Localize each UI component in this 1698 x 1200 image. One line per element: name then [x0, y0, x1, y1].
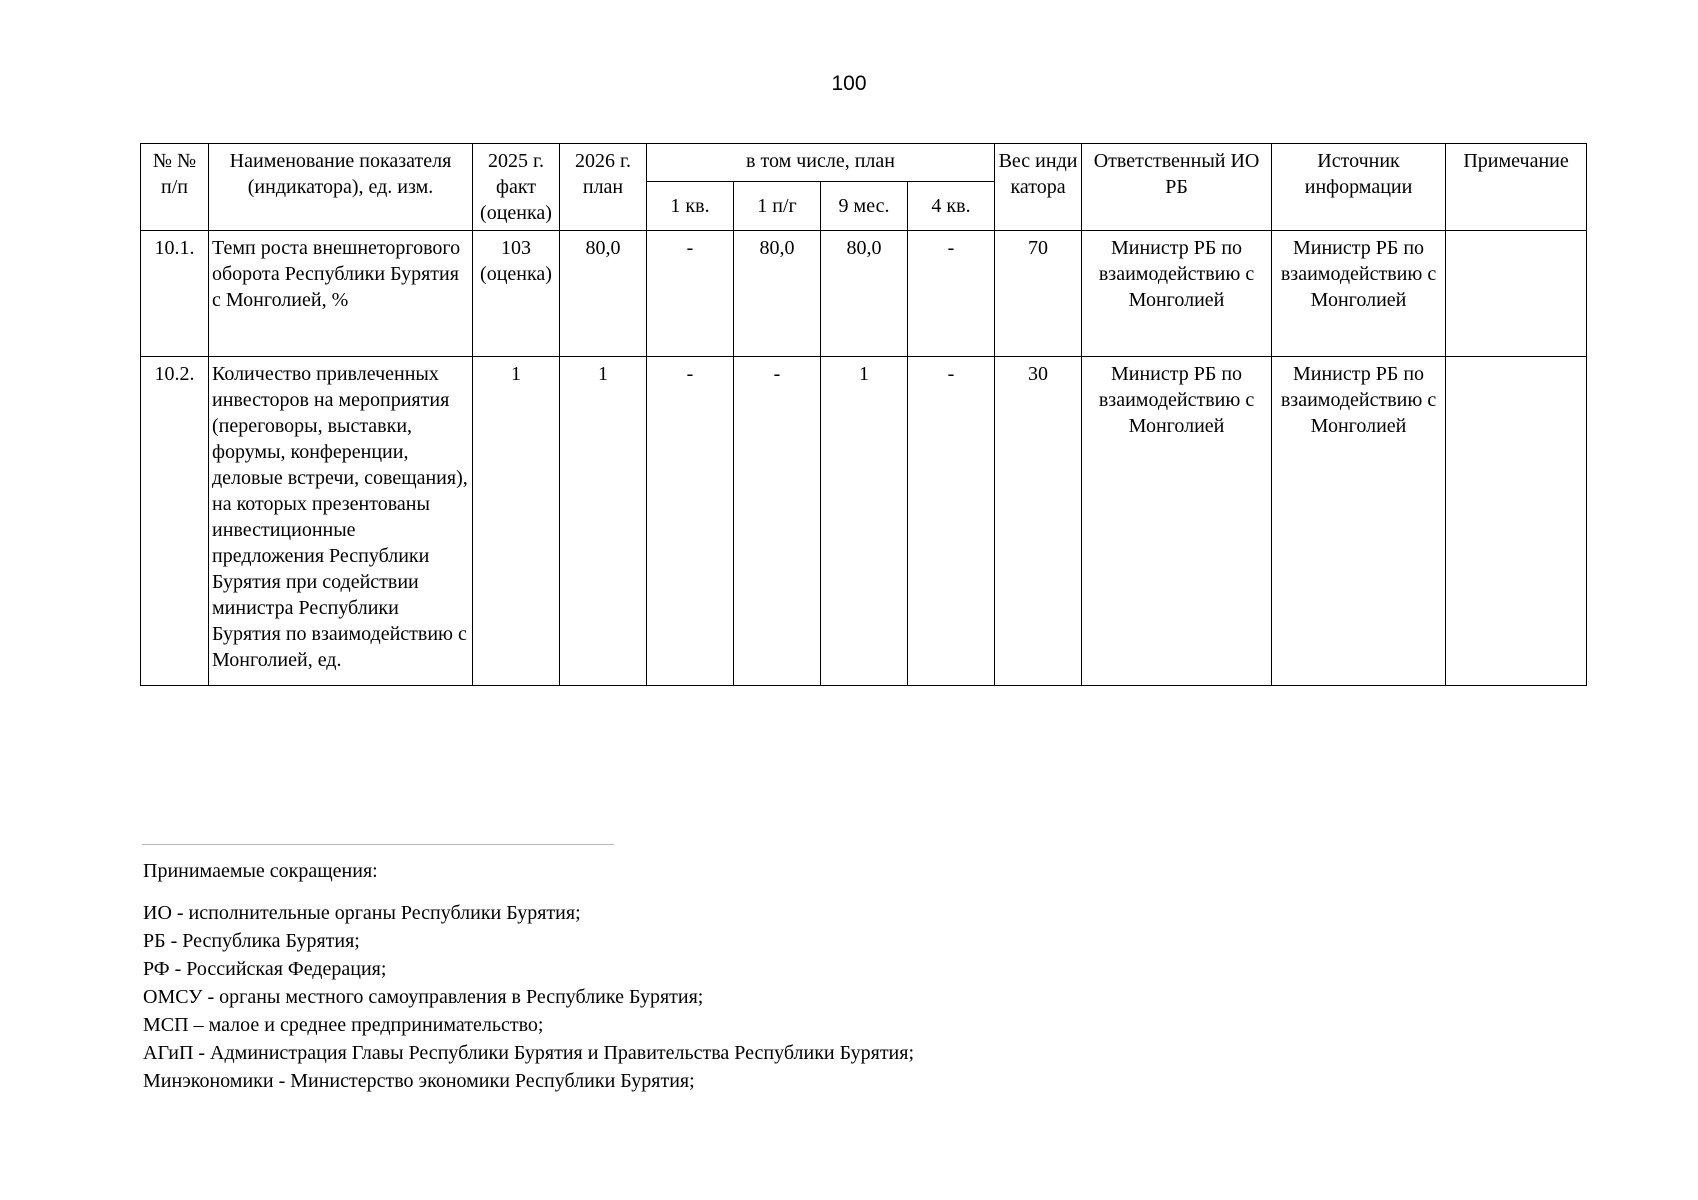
- abbreviation-item: ИО - исполнительные органы Республики Бурятия;: [143, 902, 581, 924]
- cell-num: 10.2.: [141, 357, 209, 686]
- cell-name: Темп роста внешнеторгового оборота Республики Бурятия с Монголией, %: [209, 231, 473, 357]
- cell-plan-2026: 1: [560, 357, 647, 686]
- table-row: [141, 231, 1587, 357]
- cell-responsible: Министр РБ по взаимодействию с Монголией: [1082, 231, 1272, 357]
- cell-9-months: 80,0: [821, 231, 908, 357]
- cell-note: [1446, 231, 1587, 357]
- cell-fact-2025: 103 (оценка): [473, 231, 560, 357]
- cell-fact-2025: 1: [473, 357, 560, 686]
- cell-source: Министр РБ по взаимодействию с Монголией: [1272, 231, 1446, 357]
- cell-9-months: 1: [821, 357, 908, 686]
- header-note: Примечание: [1446, 144, 1587, 231]
- header-name: Наименование показателя (индикатора), ед. изм.: [209, 144, 473, 231]
- abbreviation-item: АГиП - Администрация Главы Республики Бурятия и Правительства Республики Бурятия;: [143, 1042, 915, 1064]
- cell-h1: -: [734, 357, 821, 686]
- header-fact-2025: 2025 г. факт (оценка): [473, 144, 560, 231]
- header-q4: 4 кв.: [908, 182, 995, 231]
- header-h1: 1 п/г: [734, 182, 821, 231]
- header-weight: Вес индикатора: [995, 144, 1082, 231]
- header-source: Источник информации: [1272, 144, 1446, 231]
- cell-q1: -: [647, 231, 734, 357]
- cell-weight: 70: [995, 231, 1082, 357]
- cell-note: [1446, 357, 1587, 686]
- indicators-table: [140, 143, 1587, 686]
- cell-h1: 80,0: [734, 231, 821, 357]
- table-header: [141, 144, 1587, 231]
- abbreviation-item: РБ - Республика Бурятия;: [143, 930, 360, 952]
- header-9-months: 9 мес.: [821, 182, 908, 231]
- header-including-plan: в том числе, план: [647, 144, 995, 182]
- cell-source: Министр РБ по взаимодействию с Монголией: [1272, 357, 1446, 686]
- page-number: 100: [831, 72, 867, 95]
- cell-weight: 30: [995, 357, 1082, 686]
- abbreviation-item: МСП – малое и среднее предпринимательство;: [143, 1014, 544, 1036]
- footnote-divider: [142, 844, 614, 845]
- abbreviations-title: Принимаемые сокращения:: [143, 860, 378, 882]
- header-responsible: Ответственный ИО РБ: [1082, 144, 1272, 231]
- cell-q4: -: [908, 357, 995, 686]
- cell-name: Количество привлеченных инвесторов на мероприятия (переговоры, выставки, форумы, конференции, деловые встречи, совещания), на которых презентованы инвестиционные предложения Республики Бурятия при содействии министра Республики Бурятия по взаимодействию с Монголией, ед.: [209, 357, 473, 686]
- header-plan-2026: 2026 г. план: [560, 144, 647, 231]
- header-num: № № п/п: [141, 144, 209, 231]
- abbreviation-item: РФ - Российская Федерация;: [143, 958, 387, 980]
- cell-responsible: Министр РБ по взаимодействию с Монголией: [1082, 357, 1272, 686]
- abbreviations-list: [143, 899, 914, 1095]
- cell-num: 10.1.: [141, 231, 209, 357]
- cell-q1: -: [647, 357, 734, 686]
- header-q1: 1 кв.: [647, 182, 734, 231]
- cell-plan-2026: 80,0: [560, 231, 647, 357]
- table-row: [141, 357, 1587, 686]
- abbreviation-item: ОМСУ - органы местного самоуправления в Республике Бурятия;: [143, 986, 704, 1008]
- cell-q4: -: [908, 231, 995, 357]
- abbreviation-item: Минэкономики - Министерство экономики Республики Бурятия;: [143, 1070, 695, 1092]
